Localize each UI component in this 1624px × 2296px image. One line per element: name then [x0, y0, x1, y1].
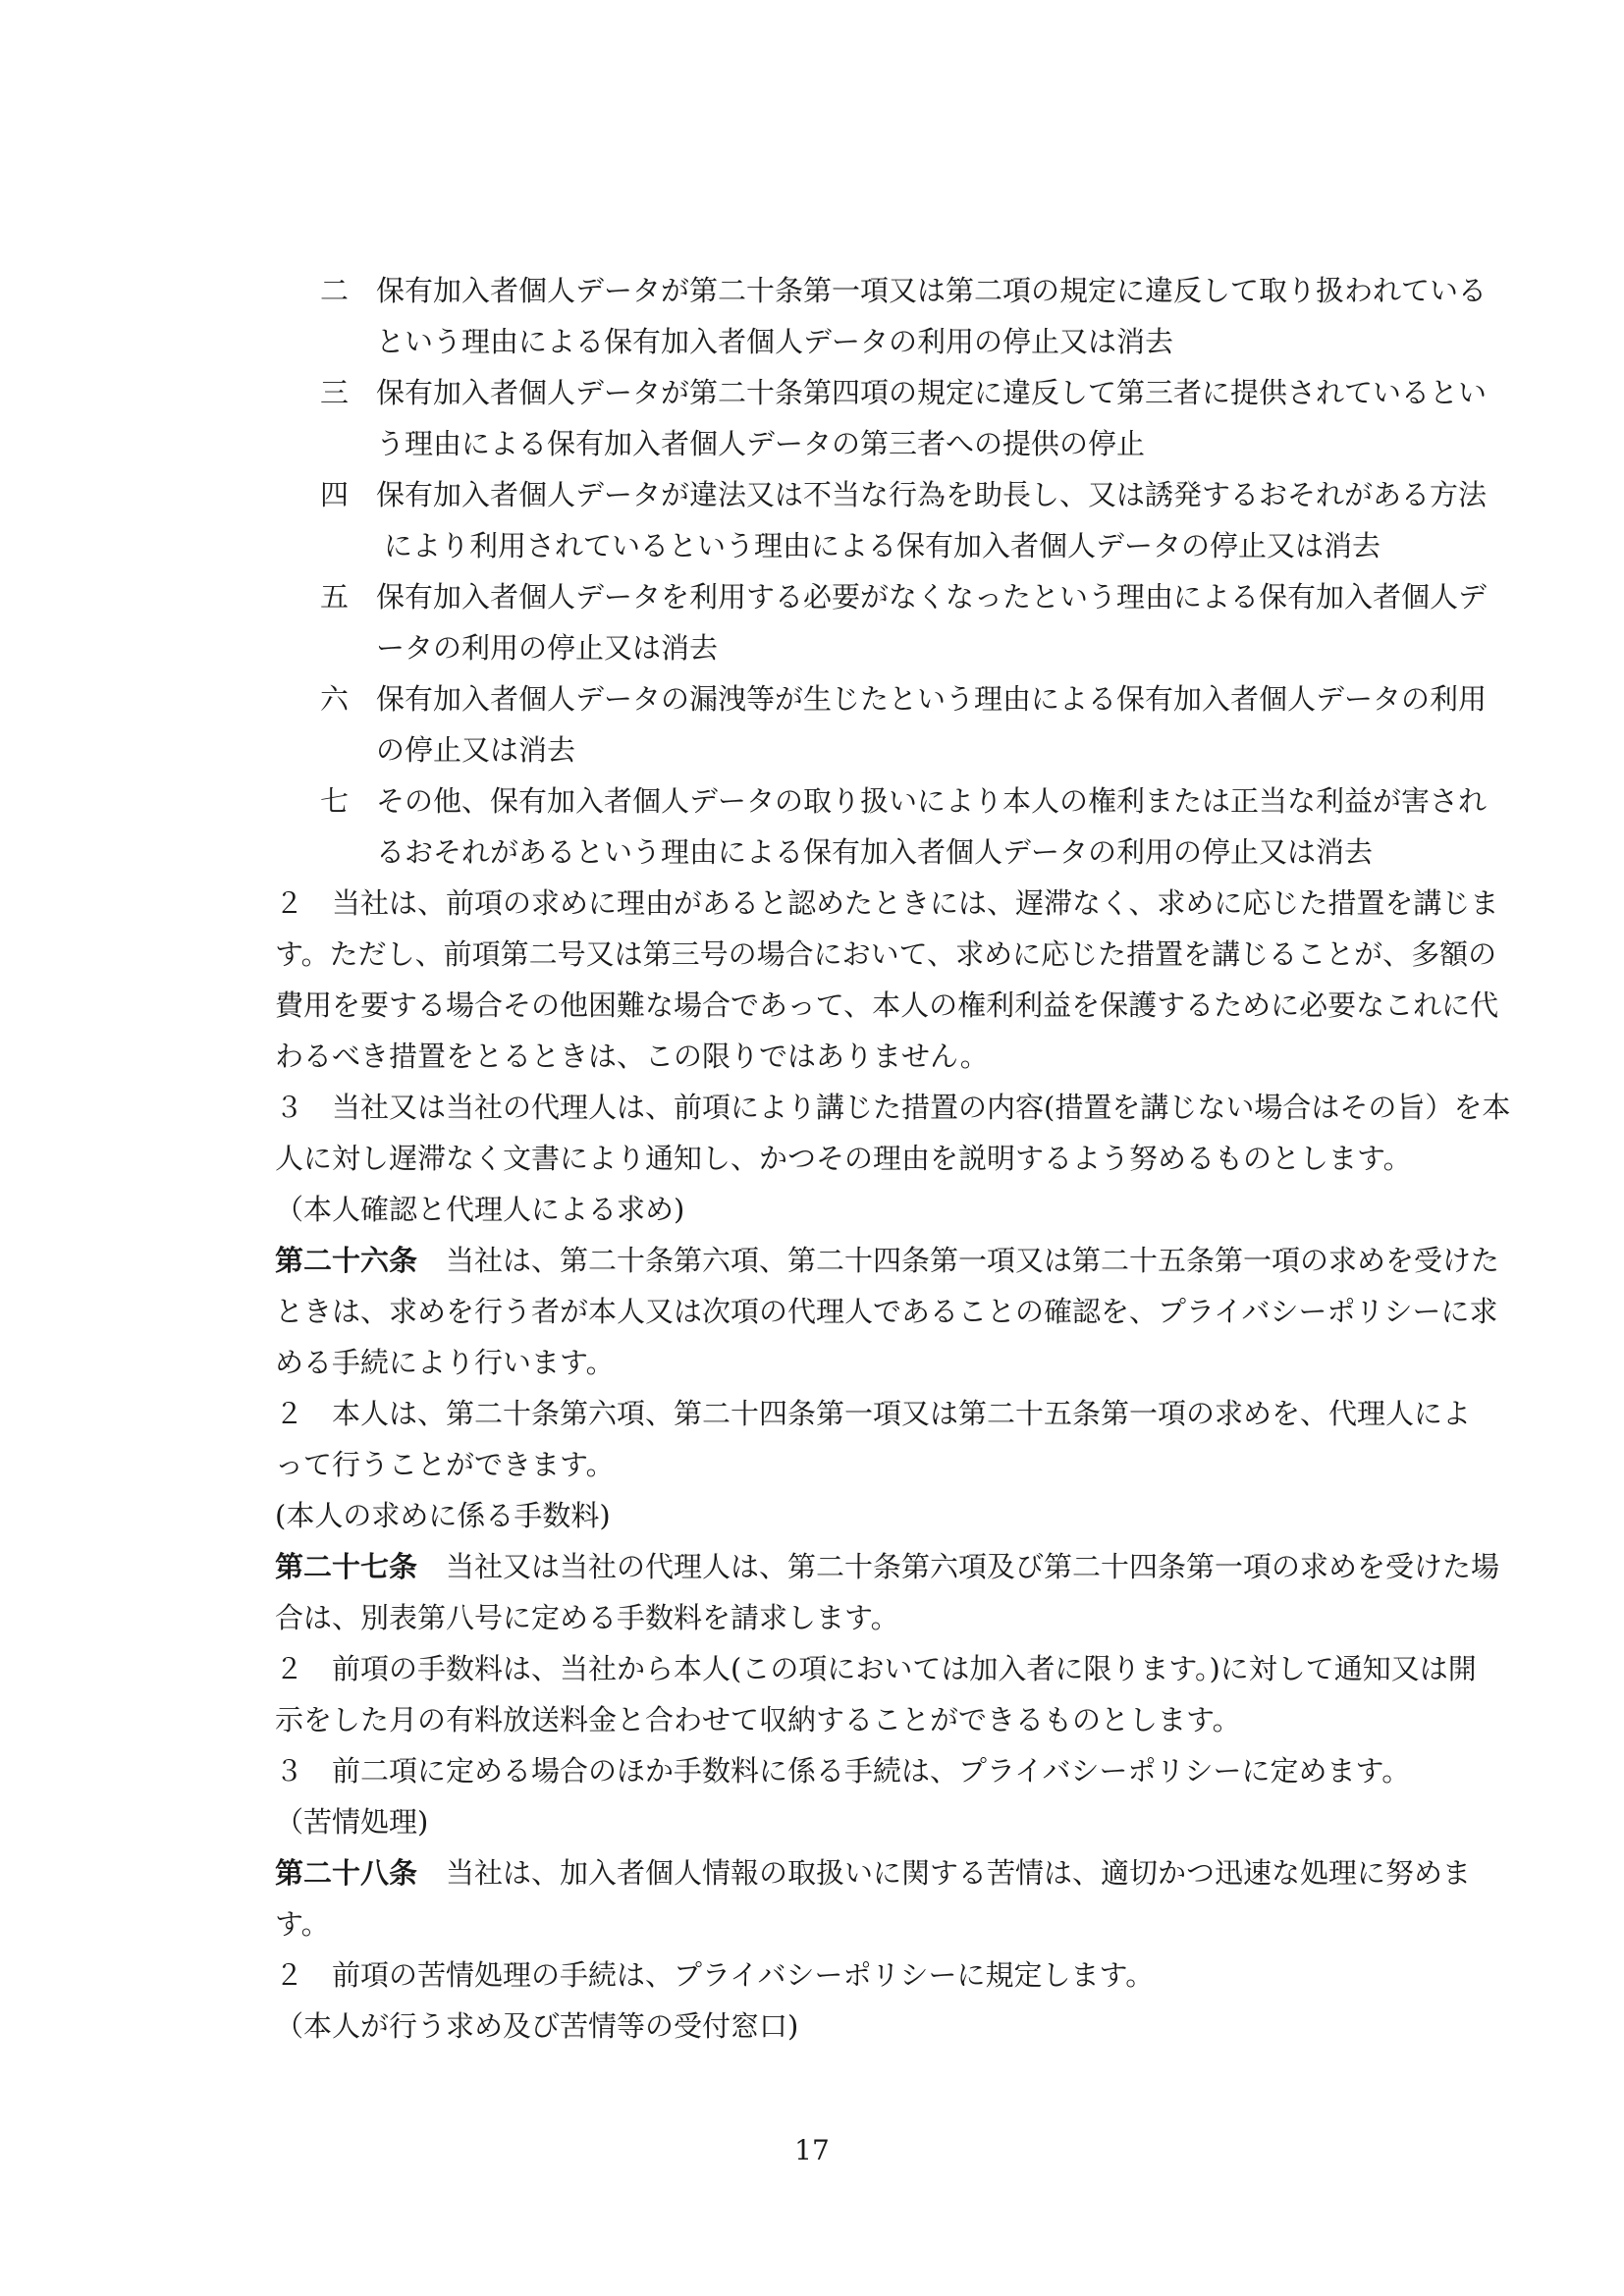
section-heading: （苦情処理): [275, 1805, 429, 1839]
body-line: ３ 当社又は当社の代理人は、前項により講じた措置の内容(措置を講じない場合はその旨）を本: [275, 1091, 1511, 1124]
article-line: [275, 1853, 1471, 1893]
item-number: 三: [320, 376, 350, 409]
item-line: 保有加入者個人データの漏洩等が生じたという理由による保有加入者個人データの利用: [376, 682, 1488, 716]
item-line: 保有加入者個人データが第二十条第一項又は第二項の規定に違反して取り扱われている: [376, 274, 1488, 307]
article-text: 当社又は当社の代理人は、第二十条第六項及び第二十四条第一項の求めを受けた場: [417, 1550, 1500, 1583]
item-line: るおそれがあるという理由による保有加入者個人データの利用の停止又は消去: [376, 835, 1374, 869]
body-line: わるべき措置をとるときは、この限りではありません。: [275, 1040, 989, 1073]
article-text: 当社は、加入者個人情報の取扱いに関する苦情は、適切かつ迅速な処理に努めま: [417, 1856, 1472, 1890]
article-text: 当社は、第二十条第六項、第二十四条第一項又は第二十五条第一項の求めを受けた: [417, 1244, 1500, 1277]
item-line: 保有加入者個人データを利用する必要がなくなったという理由による保有加入者個人デ: [376, 580, 1488, 614]
item-number: 五: [320, 580, 350, 614]
item-line: 保有加入者個人データが違法又は不当な行為を助長し、又は誘発するおそれがある方法: [376, 478, 1488, 511]
body-line: ２ 前項の苦情処理の手続は、プライバシーポリシーに規定します。: [275, 1958, 1155, 1992]
item-number: 六: [320, 682, 350, 716]
body-line: 費用を要する場合その他困難な場合であって、本人の権利利益を保護するために必要なこれに代: [275, 988, 1499, 1022]
item-line: という理由による保有加入者個人データの利用の停止又は消去: [376, 325, 1174, 358]
body-line: ２ 本人は、第二十条第六項、第二十四条第一項又は第二十五条第一項の求めを、代理人によ: [275, 1397, 1472, 1430]
body-line: ２ 当社は、前項の求めに理由があると認めたときには、遅滞なく、求めに応じた措置を講じま: [275, 886, 1499, 920]
body-line: める手続により行います。: [275, 1346, 615, 1379]
item-number: 七: [320, 784, 350, 818]
body-line: 人に対し遅滞なく文書により通知し、かつその理由を説明するよう努めるものとします。: [275, 1142, 1412, 1175]
section-heading: （本人が行う求め及び苦情等の受付窓口): [275, 2009, 799, 2043]
body-line: って行うことができます。: [275, 1448, 615, 1481]
page-number: 17: [794, 2134, 830, 2166]
body-line: す。ただし、前項第二号又は第三号の場合において、求めに応じた措置を講じることが、多額の: [275, 937, 1497, 971]
item-line: により利用されているという理由による保有加入者個人データの停止又は消去: [384, 529, 1381, 562]
article-title: 第二十八条: [275, 1856, 418, 1890]
item-line: の停止又は消去: [376, 733, 576, 767]
article-title: 第二十六条: [275, 1244, 418, 1277]
body-line: ときは、求めを行う者が本人又は次項の代理人であることの確認を、プライバシーポリシーに求: [275, 1295, 1498, 1328]
item-line: う理由による保有加入者個人データの第三者への提供の停止: [376, 427, 1146, 460]
body-line: 合は、別表第八号に定める手数料を請求します。: [275, 1601, 899, 1634]
section-heading: （本人確認と代理人による求め): [275, 1193, 685, 1226]
item-number: 四: [320, 478, 350, 511]
body-line: ３ 前二項に定める場合のほか手数料に係る手続は、プライバシーポリシーに定めます。: [275, 1754, 1411, 1788]
body-line: 示をした月の有料放送料金と合わせて収納することができるものとします。: [275, 1703, 1241, 1736]
body-line: す。: [275, 1907, 330, 1941]
article-title: 第二十七条: [275, 1550, 418, 1583]
item-line: 保有加入者個人データが第二十条第四項の規定に違反して第三者に提供されているとい: [376, 376, 1488, 409]
item-number: 二: [320, 274, 350, 307]
item-line: その他、保有加入者個人データの取り扱いにより本人の権利または正当な利益が害され: [376, 784, 1488, 818]
item-line: ータの利用の停止又は消去: [376, 631, 719, 665]
article-line: [275, 1241, 1499, 1280]
body-line: ２ 前項の手数料は、当社から本人(この項においては加入者に限ります。)に対して通知又は開: [275, 1652, 1477, 1685]
article-line: [275, 1547, 1499, 1586]
section-heading: (本人の求めに係る手数料): [275, 1499, 611, 1532]
